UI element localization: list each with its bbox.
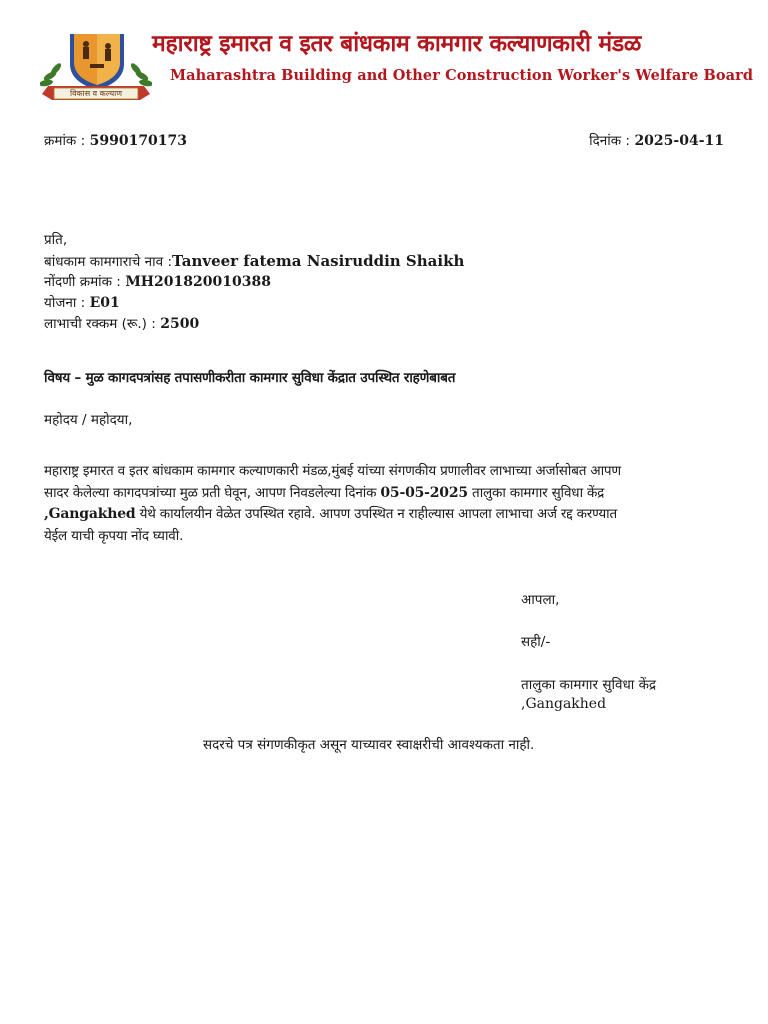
registration-number-label: नोंदणी क्रमांक : bbox=[44, 274, 121, 290]
board-logo bbox=[40, 34, 152, 104]
letter-date-label: दिनांक : bbox=[589, 133, 630, 149]
facility-location: ,Gangakhed bbox=[44, 506, 136, 522]
letter-date bbox=[589, 131, 724, 152]
scheme bbox=[44, 293, 120, 314]
body-line-3-post: येथे कार्यालयीन वेळेत उपस्थित रहावे. आपण उपस्थित न राहील्यास आपला लाभाचा अर्ज रद्द करण्यात bbox=[135, 506, 617, 522]
letter-subject: विषय – मुळ कागदपत्रांसह तपासणीकरीता कामगार सुविधा केंद्रात उपस्थित राहणेबाबत bbox=[44, 370, 456, 386]
benefit-amount-label: लाभाची रक्कम (रू.) : bbox=[44, 316, 156, 332]
scheme-value: E01 bbox=[89, 295, 120, 311]
letter-date-value: 2025-04-11 bbox=[634, 133, 724, 149]
signed: सही/- bbox=[521, 634, 551, 650]
worker-name-label: बांधकाम कामगाराचे नाव : bbox=[44, 254, 172, 270]
registration-number-value: MH201820010388 bbox=[125, 274, 271, 290]
board-title-english: Maharashtra Building and Other Construction Worker's Welfare Board bbox=[170, 67, 754, 84]
worker-name-value: Tanveer fatema Nasiruddin Shaikh bbox=[172, 252, 465, 270]
worker-name bbox=[44, 251, 464, 273]
benefit-amount bbox=[44, 314, 199, 335]
logo-motto: विकास व कल्याण bbox=[70, 89, 122, 98]
signatory-location: ,Gangakhed bbox=[521, 696, 607, 712]
body-line-1: महाराष्ट्र इमारत व इतर बांधकाम कामगार कल्याणकारी मंडळ,मुंबई यांच्या संगणकीय प्रणालीवर लाभाच्या अर्जासोबत आपण bbox=[44, 463, 621, 479]
reference-number-value: 5990170173 bbox=[89, 133, 188, 149]
benefit-amount-value: 2500 bbox=[160, 316, 200, 332]
scheme-label: योजना : bbox=[44, 295, 86, 311]
body-line-2-post: तालुका कामगार सुविधा केंद्र bbox=[467, 484, 605, 501]
body-line-2-pre: सादर केलेल्या कागदपत्रांच्या मुळ प्रती घेवून, आपण निवडलेल्या दिनांक bbox=[44, 484, 381, 501]
body-line-2 bbox=[44, 483, 734, 505]
reference-number-label: क्रमांक : bbox=[44, 133, 86, 149]
recipient-to: प्रति, bbox=[44, 232, 68, 248]
letter-body bbox=[44, 461, 734, 547]
body-line-4: येईल याची कृपया नोंद घ्यावी. bbox=[44, 527, 184, 544]
computer-generated-note: सदरचे पत्र संगणकीकृत असून याच्यावर स्वाक्षरीची आवश्यकता नाही. bbox=[203, 737, 535, 753]
body-line-3 bbox=[44, 504, 734, 526]
reference-number bbox=[44, 131, 187, 152]
signatory-office: तालुका कामगार सुविधा केंद्र bbox=[521, 677, 657, 693]
registration-number bbox=[44, 272, 271, 293]
salutation: महोदय / महोदया, bbox=[44, 412, 133, 428]
appointment-date: 05-05-2025 bbox=[380, 484, 468, 501]
closing: आपला, bbox=[521, 592, 560, 608]
board-title-marathi: महाराष्ट्र इमारत व इतर बांधकाम कामगार कल्याणकारी मंडळ bbox=[152, 31, 642, 57]
